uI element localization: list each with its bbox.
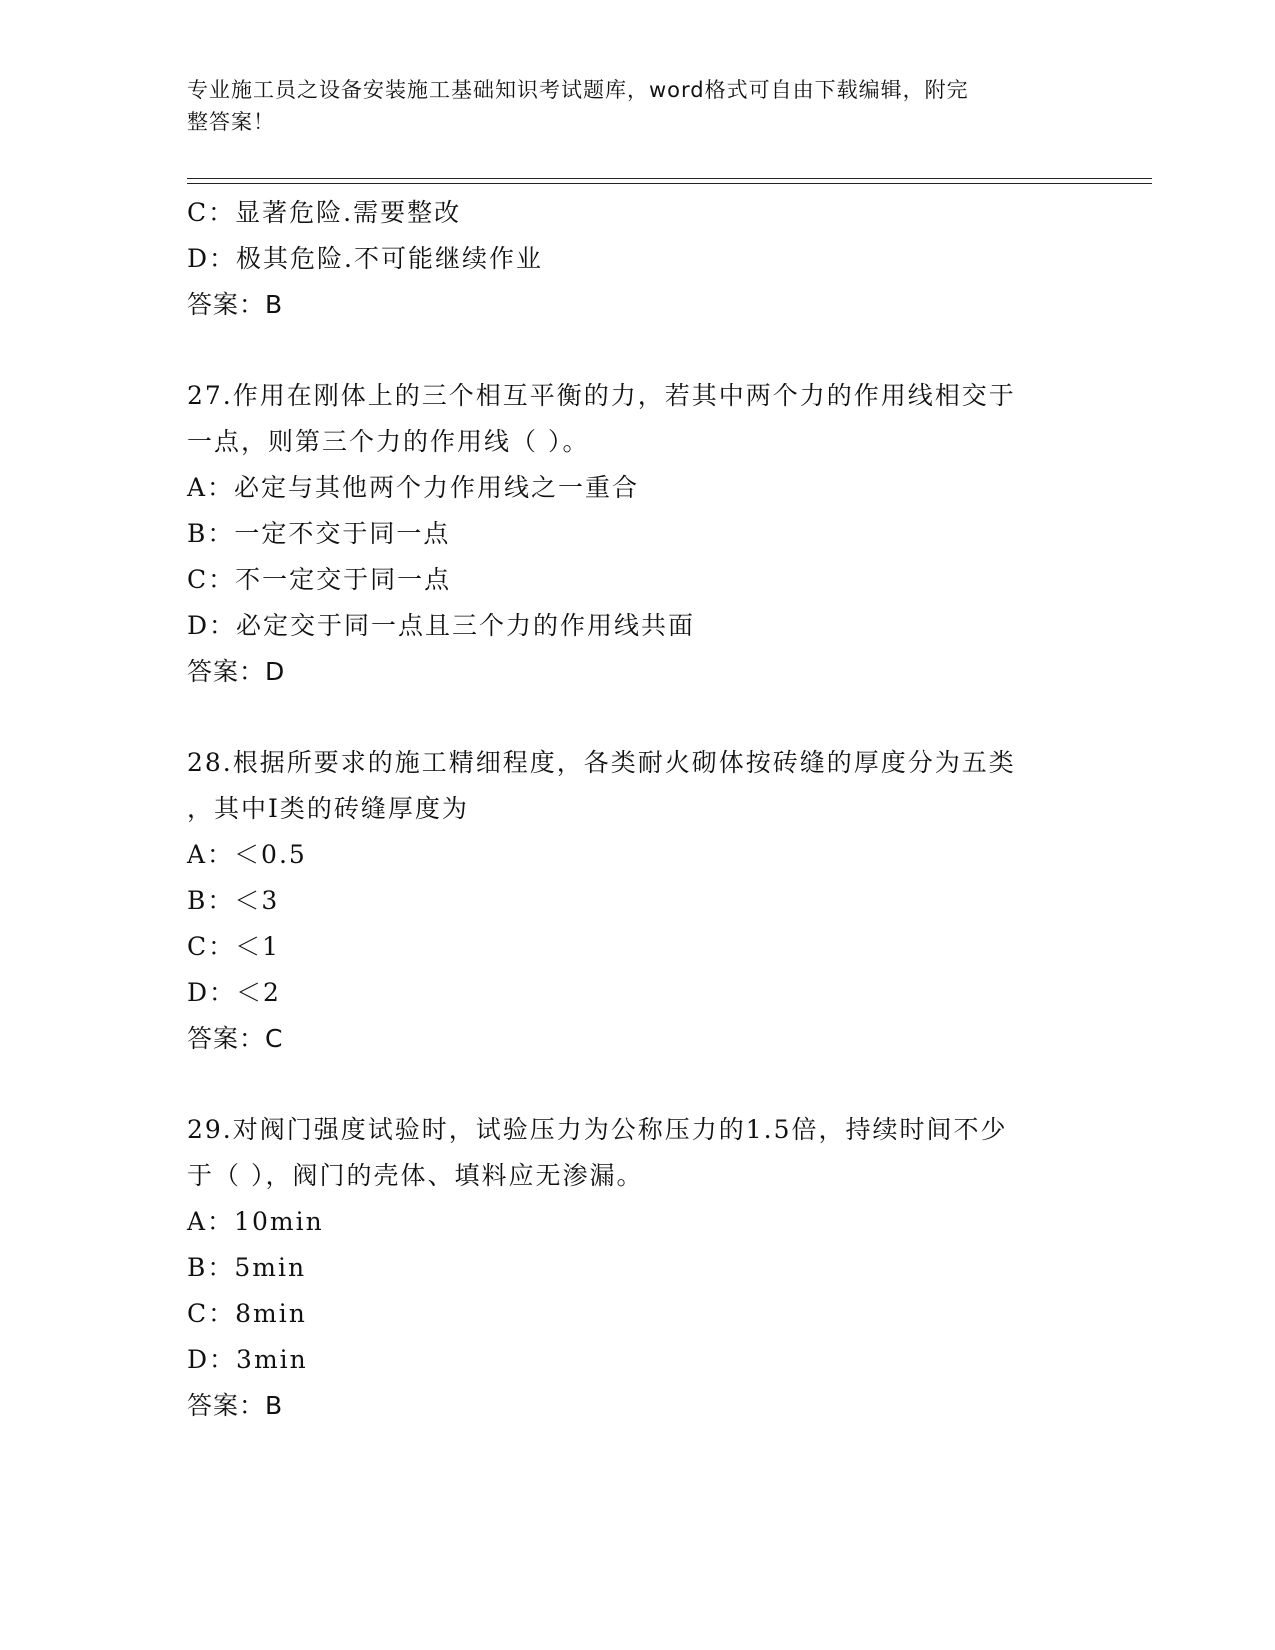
option-a: A：10min bbox=[187, 1207, 324, 1236]
option-c: C：8min bbox=[187, 1299, 307, 1328]
option-a: A：＜0.5 bbox=[187, 840, 307, 869]
question-text-line-1: 29.对阀门强度试验时，试验压力为公称压力的1.5倍，持续时间不少 bbox=[187, 1115, 1008, 1144]
option-c: C：＜1 bbox=[187, 932, 281, 961]
question-29 bbox=[187, 1107, 1087, 1429]
previous-question-tail bbox=[187, 190, 1087, 328]
question-28 bbox=[187, 740, 1087, 1062]
header-divider-top bbox=[187, 178, 1152, 179]
document-header bbox=[187, 74, 1087, 138]
answer-line: 答案：B bbox=[187, 1391, 284, 1420]
option-c: C：不一定交于同一点 bbox=[187, 565, 452, 594]
question-text-line-2: 于（ ），阀门的壳体、填料应无渗漏。 bbox=[187, 1161, 644, 1190]
option-d: D：极其危险.不可能继续作业 bbox=[187, 244, 543, 273]
answer-line: 答案：B bbox=[187, 290, 284, 319]
question-text-line-1: 28.根据所要求的施工精细程度，各类耐火砌体按砖缝的厚度分为五类 bbox=[187, 748, 1016, 777]
answer-line: 答案：D bbox=[187, 657, 286, 686]
option-a: A：必定与其他两个力作用线之一重合 bbox=[187, 473, 640, 502]
header-divider-bottom bbox=[187, 183, 1152, 184]
document-body bbox=[187, 190, 1087, 1429]
header-line-2: 整答案！ bbox=[187, 110, 275, 134]
option-b: B：一定不交于同一点 bbox=[187, 519, 451, 548]
option-d: D：必定交于同一点且三个力的作用线共面 bbox=[187, 611, 696, 640]
answer-line: 答案：C bbox=[187, 1024, 284, 1053]
option-c: C：显著危险.需要整改 bbox=[187, 198, 462, 227]
option-d: D：3min bbox=[187, 1345, 308, 1374]
question-text-line-2: 一点，则第三个力的作用线（ ）。 bbox=[187, 427, 590, 456]
header-line-1: 专业施工员之设备安装施工基础知识考试题库，word格式可自由下载编辑，附完 bbox=[187, 78, 969, 102]
question-text-line-1: 27.作用在刚体上的三个相互平衡的力，若其中两个力的作用线相交于 bbox=[187, 381, 1016, 410]
option-b: B：＜3 bbox=[187, 886, 280, 915]
question-27 bbox=[187, 373, 1087, 695]
question-text-line-2: ，其中Ⅰ类的砖缝厚度为 bbox=[187, 794, 469, 823]
option-b: B：5min bbox=[187, 1253, 307, 1282]
option-d: D：＜2 bbox=[187, 978, 281, 1007]
